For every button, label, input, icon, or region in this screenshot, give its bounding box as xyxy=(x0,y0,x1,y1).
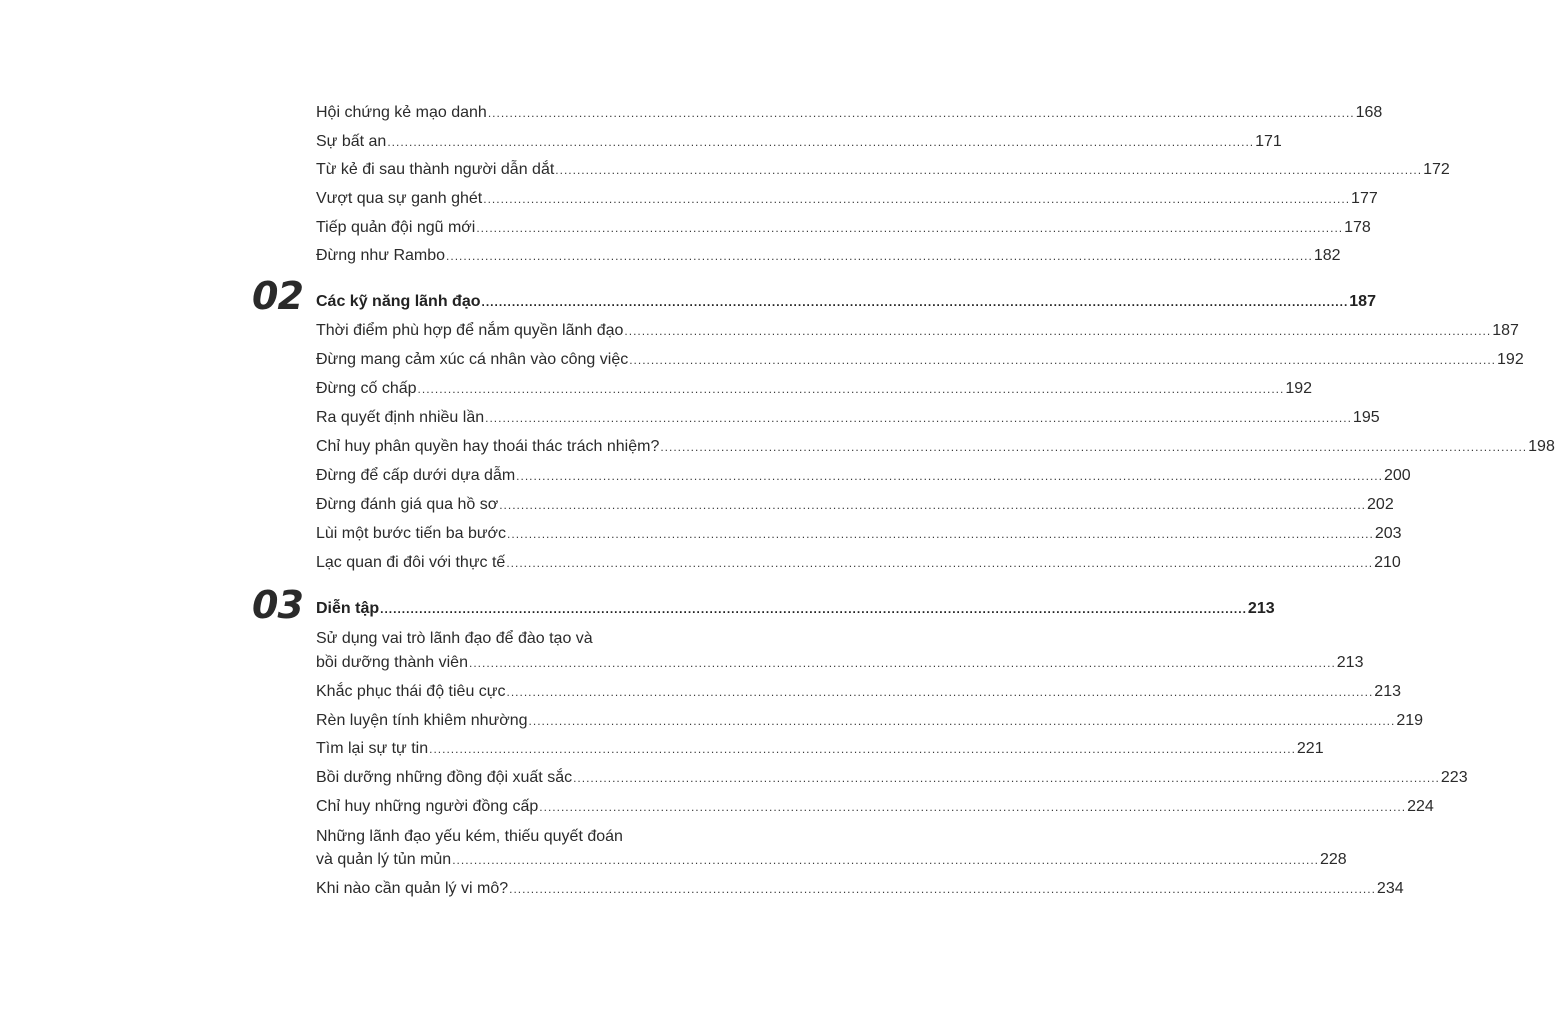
entry-title: Bồi dưỡng những đồng đội xuất sắc xyxy=(316,769,573,786)
page-number: 228 xyxy=(1320,851,1347,868)
dot-leader: ........................................................................................................................................................................................................ xyxy=(507,527,1374,541)
entry-title: Vượt qua sự ganh ghét xyxy=(316,190,483,207)
dot-leader: ........................................................................................................................................................................................................ xyxy=(499,498,1367,512)
entry-title: Tiếp quản đội ngũ mới xyxy=(316,219,476,236)
chapter-number: 02 xyxy=(252,274,303,318)
chapter-number: 03 xyxy=(252,583,303,627)
dot-leader: ........................................................................................................................................................................................................ xyxy=(539,800,1407,814)
dot-leader: ........................................................................................................................................................................................................ xyxy=(452,853,1319,867)
page-number: 178 xyxy=(1344,219,1371,236)
page-number: 213 xyxy=(1336,654,1364,671)
entry-title: Hội chứng kẻ mạo danh xyxy=(316,104,487,121)
dot-leader: ........................................................................................................................................................................................................ xyxy=(506,685,1374,699)
entry-title: Khắc phục thái độ tiêu cực xyxy=(316,683,506,700)
toc-entry xyxy=(316,189,1378,209)
dot-leader: ........................................................................................................................................................................................................ xyxy=(660,440,1528,454)
dot-leader: ........................................................................................................................................................................................................ xyxy=(506,556,1374,570)
toc-entry xyxy=(316,768,1468,788)
toc-entry xyxy=(316,132,1282,152)
toc-entry xyxy=(316,408,1380,428)
dot-leader: ........................................................................................................................................................................................................ xyxy=(446,249,1313,263)
entry-title-first-line: Những lãnh đạo yếu kém, thiếu quyết đoán xyxy=(316,828,623,845)
dot-leader: ........................................................................................................................................................................................................ xyxy=(387,135,1255,149)
page-number: 219 xyxy=(1396,712,1424,729)
page-number: 195 xyxy=(1352,409,1380,426)
toc-entry xyxy=(316,160,1450,180)
entry-title: Diễn tập xyxy=(316,600,380,617)
toc-entry xyxy=(316,218,1371,238)
page-number: 213 xyxy=(1374,683,1401,700)
page-number: 203 xyxy=(1374,525,1402,542)
toc-entry xyxy=(316,495,1394,515)
toc-entry xyxy=(316,246,1341,266)
entry-title: Ra quyết định nhiều lần xyxy=(316,409,485,426)
entry-title: Lùi một bước tiến ba bước xyxy=(316,525,507,542)
dot-leader: ........................................................................................................................................................................................................ xyxy=(476,221,1344,235)
page-number: 192 xyxy=(1285,380,1313,397)
page-number: 223 xyxy=(1440,769,1468,786)
toc-entry xyxy=(316,466,1411,486)
entry-title: Rèn luyện tính khiêm nhường xyxy=(316,712,528,729)
toc-entry xyxy=(316,321,1519,341)
page-number: 177 xyxy=(1351,190,1378,207)
toc-entry xyxy=(316,797,1434,817)
entry-title: Đừng cố chấp xyxy=(316,380,417,397)
page-number: 187 xyxy=(1349,293,1376,310)
toc-entry xyxy=(316,711,1424,731)
toc-entry xyxy=(316,850,1347,870)
toc-entry xyxy=(316,350,1524,370)
page-number: 187 xyxy=(1492,322,1519,339)
chapter-heading xyxy=(316,292,1376,312)
dot-leader: ........................................................................................................................................................................................................ xyxy=(380,602,1247,616)
dot-leader: ........................................................................................................................................................................................................ xyxy=(573,771,1440,785)
dot-leader: ........................................................................................................................................................................................................ xyxy=(481,295,1349,309)
entry-title: Chỉ huy những người đồng cấp xyxy=(316,798,539,815)
entry-title: Sự bất an xyxy=(316,133,387,150)
dot-leader: ........................................................................................................................................................................................................ xyxy=(516,469,1383,483)
page-number: 198 xyxy=(1528,438,1555,455)
toc-entry xyxy=(316,437,1555,457)
page-number: 210 xyxy=(1374,554,1401,571)
dot-leader: ........................................................................................................................................................................................................ xyxy=(485,411,1352,425)
entry-title: Từ kẻ đi sau thành người dẫn dắt xyxy=(316,161,555,178)
toc-entry xyxy=(316,103,1383,123)
page-number: 171 xyxy=(1255,133,1282,150)
toc-entry xyxy=(316,879,1404,899)
entry-title: và quản lý tủn mủn xyxy=(316,851,452,868)
page-number: 234 xyxy=(1376,880,1404,897)
toc-entry xyxy=(316,682,1401,702)
entry-title: Thời điểm phù hợp để nắm quyền lãnh đạo xyxy=(316,322,624,339)
entry-title: Khi nào cần quản lý vi mô? xyxy=(316,880,509,897)
toc-entry xyxy=(316,553,1401,573)
page-number: 168 xyxy=(1355,104,1383,121)
dot-leader: ........................................................................................................................................................................................................ xyxy=(624,324,1492,338)
entry-title: Đừng mang cảm xúc cá nhân vào công việc xyxy=(316,351,629,368)
page-number: 182 xyxy=(1313,247,1341,264)
entry-title-first-line: Sử dụng vai trò lãnh đạo để đào tạo và xyxy=(316,630,593,647)
dot-leader: ........................................................................................................................................................................................................ xyxy=(468,656,1336,670)
dot-leader: ........................................................................................................................................................................................................ xyxy=(528,714,1396,728)
entry-title: Chỉ huy phân quyền hay thoái thác trách nhiệm? xyxy=(316,438,660,455)
dot-leader: ........................................................................................................................................................................................................ xyxy=(417,382,1285,396)
toc-entry xyxy=(316,379,1313,399)
entry-title: bồi dưỡng thành viên xyxy=(316,654,468,671)
page-number: 172 xyxy=(1423,161,1450,178)
entry-title: Tìm lại sự tự tin xyxy=(316,740,429,757)
page-number: 224 xyxy=(1407,798,1434,815)
dot-leader: ........................................................................................................................................................................................................ xyxy=(629,353,1497,367)
dot-leader: ........................................................................................................................................................................................................ xyxy=(555,163,1423,177)
dot-leader: ........................................................................................................................................................................................................ xyxy=(487,106,1355,120)
toc-entry xyxy=(316,653,1364,673)
page-number: 221 xyxy=(1296,740,1324,757)
dot-leader: ........................................................................................................................................................................................................ xyxy=(483,192,1351,206)
entry-title: Đừng như Rambo xyxy=(316,247,446,264)
toc-entry xyxy=(316,739,1324,759)
page-number: 200 xyxy=(1383,467,1411,484)
entry-title: Đừng để cấp dưới dựa dẫm xyxy=(316,467,516,484)
toc-entry xyxy=(316,524,1402,544)
page-number: 192 xyxy=(1497,351,1524,368)
dot-leader: ........................................................................................................................................................................................................ xyxy=(509,882,1376,896)
dot-leader: ........................................................................................................................................................................................................ xyxy=(429,742,1296,756)
page-number: 202 xyxy=(1367,496,1394,513)
page-number: 213 xyxy=(1247,600,1275,617)
entry-title: Đừng đánh giá qua hồ sơ xyxy=(316,496,499,513)
entry-title: Các kỹ năng lãnh đạo xyxy=(316,293,481,310)
chapter-heading xyxy=(316,599,1275,619)
entry-title: Lạc quan đi đôi với thực tế xyxy=(316,554,506,571)
